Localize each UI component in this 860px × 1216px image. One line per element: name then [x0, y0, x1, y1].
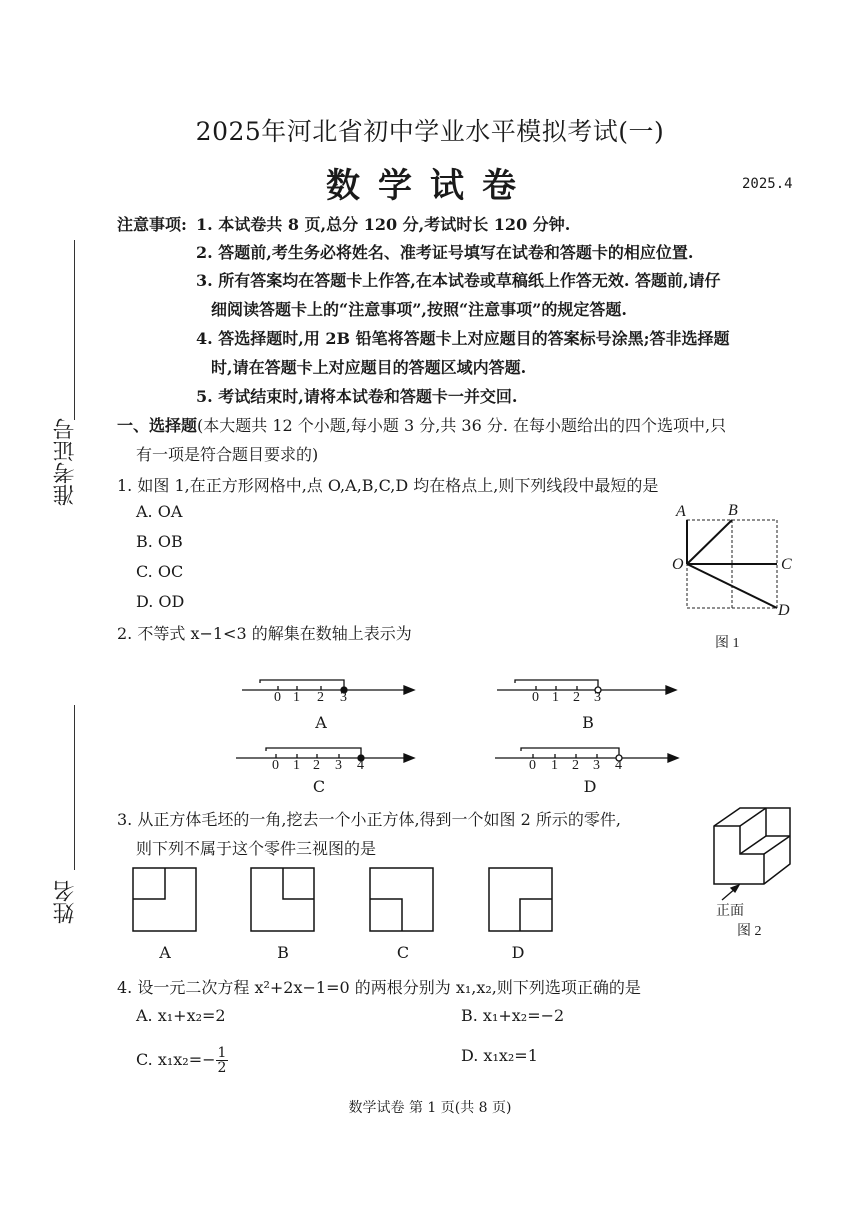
q2-option-b[interactable]: B	[582, 713, 594, 732]
fig1-point-b: B	[728, 502, 738, 519]
note-4-cont: 时,请在答题卡上对应题目的答题区域内答题.	[211, 358, 527, 377]
subject-title: 数学试卷	[326, 166, 534, 206]
q2-option-a[interactable]: A	[315, 713, 327, 732]
q4-option-d[interactable]: D. x₁x₂=1	[461, 1046, 538, 1065]
nl-d-tick-1: 1	[551, 758, 558, 773]
note-5: 5. 考试结束时,请将本试卷和答题卡一并交回.	[196, 387, 518, 406]
exam-date: 2025.4	[742, 176, 793, 192]
nl-b-tick-1: 1	[552, 690, 559, 705]
nl-d-tick-4: 4	[615, 758, 622, 773]
q1-option-a[interactable]: A. OA	[136, 502, 183, 521]
section-1-heading: 一、选择题(本大题共 12 个小题,每小题 3 分,共 36 分. 在每小题给出的四个选项中,只	[117, 416, 727, 435]
note-2: 2. 答题前,考生务必将姓名、准考证号填写在试卷和答题卡的相应位置.	[196, 243, 694, 262]
section-1-desc: 有一项是符合题目要求的)	[136, 445, 319, 464]
q2-stem: 2. 不等式 x−1<3 的解集在数轴上表示为	[117, 624, 412, 643]
nl-a-tick-3: 3	[340, 690, 347, 705]
fig1-point-d: D	[778, 602, 790, 619]
fig1-point-c: C	[781, 556, 792, 573]
fig1-point-a: A	[676, 503, 686, 520]
nl-a-tick-0: 0	[274, 690, 281, 705]
nl-b-tick-0: 0	[532, 690, 539, 705]
nl-c-tick-3: 3	[335, 758, 342, 773]
q4-option-c[interactable]: C. x₁x₂=− $\frac{1}{2}$	[136, 1045, 227, 1076]
front-label: 正面	[716, 904, 744, 919]
q3-option-b[interactable]: B	[277, 943, 289, 962]
nl-a-tick-1: 1	[293, 690, 300, 705]
nl-d-tick-2: 2	[572, 758, 579, 773]
name-label: 姓名	[53, 880, 78, 924]
note-3-cont: 细阅读答题卡上的“注意事项”,按照“注意事项”的规定答题.	[211, 300, 627, 319]
q3-option-d[interactable]: D	[511, 943, 525, 962]
nl-d-tick-0: 0	[529, 758, 536, 773]
q4-option-a[interactable]: A. x₁+x₂=2	[136, 1006, 226, 1025]
fig1-point-o: O	[672, 556, 684, 573]
note-3: 3. 所有答案均在答题卡上作答,在本试卷或草稿纸上作答无效. 答题前,请仔	[196, 271, 721, 290]
q3-stem-cont: 则下列不属于这个零件三视图的是	[136, 839, 377, 858]
q1-option-d[interactable]: D. OD	[136, 592, 185, 611]
q4-option-b[interactable]: B. x₁+x₂=−2	[461, 1006, 565, 1025]
figure-2-caption: 图 2	[737, 924, 762, 939]
q1-option-c[interactable]: C. OC	[136, 562, 184, 581]
nl-d-tick-3: 3	[593, 758, 600, 773]
notes-prefix: 注意事项:	[117, 215, 187, 234]
q3-option-c[interactable]: C	[396, 943, 410, 962]
exam-id-label: 准考证号	[53, 418, 78, 506]
q1-stem: 1. 如图 1,在正方形网格中,点 O,A,B,C,D 均在格点上,则下列线段中最短的是	[117, 476, 659, 495]
figure-1-caption: 图 1	[715, 636, 740, 651]
q4-stem: 4. 设一元二次方程 x²+2x−1=0 的两根分别为 x₁,x₂,则下列选项正确的是	[117, 978, 641, 997]
fraction-one-half: $\frac{1}{2}$	[217, 1045, 227, 1076]
note-4: 4. 答选择题时,用 2B 铅笔将答题卡上对应题目的答案标号涂黑;答非选择题	[196, 329, 730, 348]
exam-title: 2025年河北省初中学业水平模拟考试(一)	[195, 117, 665, 146]
nl-c-tick-0: 0	[272, 758, 279, 773]
nl-c-tick-2: 2	[313, 758, 320, 773]
nl-a-tick-2: 2	[317, 690, 324, 705]
q3-option-a[interactable]: A	[159, 943, 171, 962]
q3-stem: 3. 从正方体毛坯的一角,挖去一个小正方体,得到一个如图 2 所示的零件,	[117, 810, 621, 829]
q2-option-d[interactable]: D	[583, 777, 597, 796]
nl-c-tick-4: 4	[357, 758, 364, 773]
q1-option-b[interactable]: B. OB	[136, 532, 183, 551]
note-1: 1. 本试卷共 8 页,总分 120 分,考试时长 120 分钟.	[196, 215, 571, 234]
page-footer: 数学试卷 第 1 页(共 8 页)	[348, 1100, 512, 1116]
q2-option-c[interactable]: C	[312, 777, 326, 796]
figure-2-cube	[714, 808, 790, 884]
nl-b-tick-3: 3	[594, 690, 601, 705]
nl-c-tick-1: 1	[293, 758, 300, 773]
nl-b-tick-2: 2	[573, 690, 580, 705]
